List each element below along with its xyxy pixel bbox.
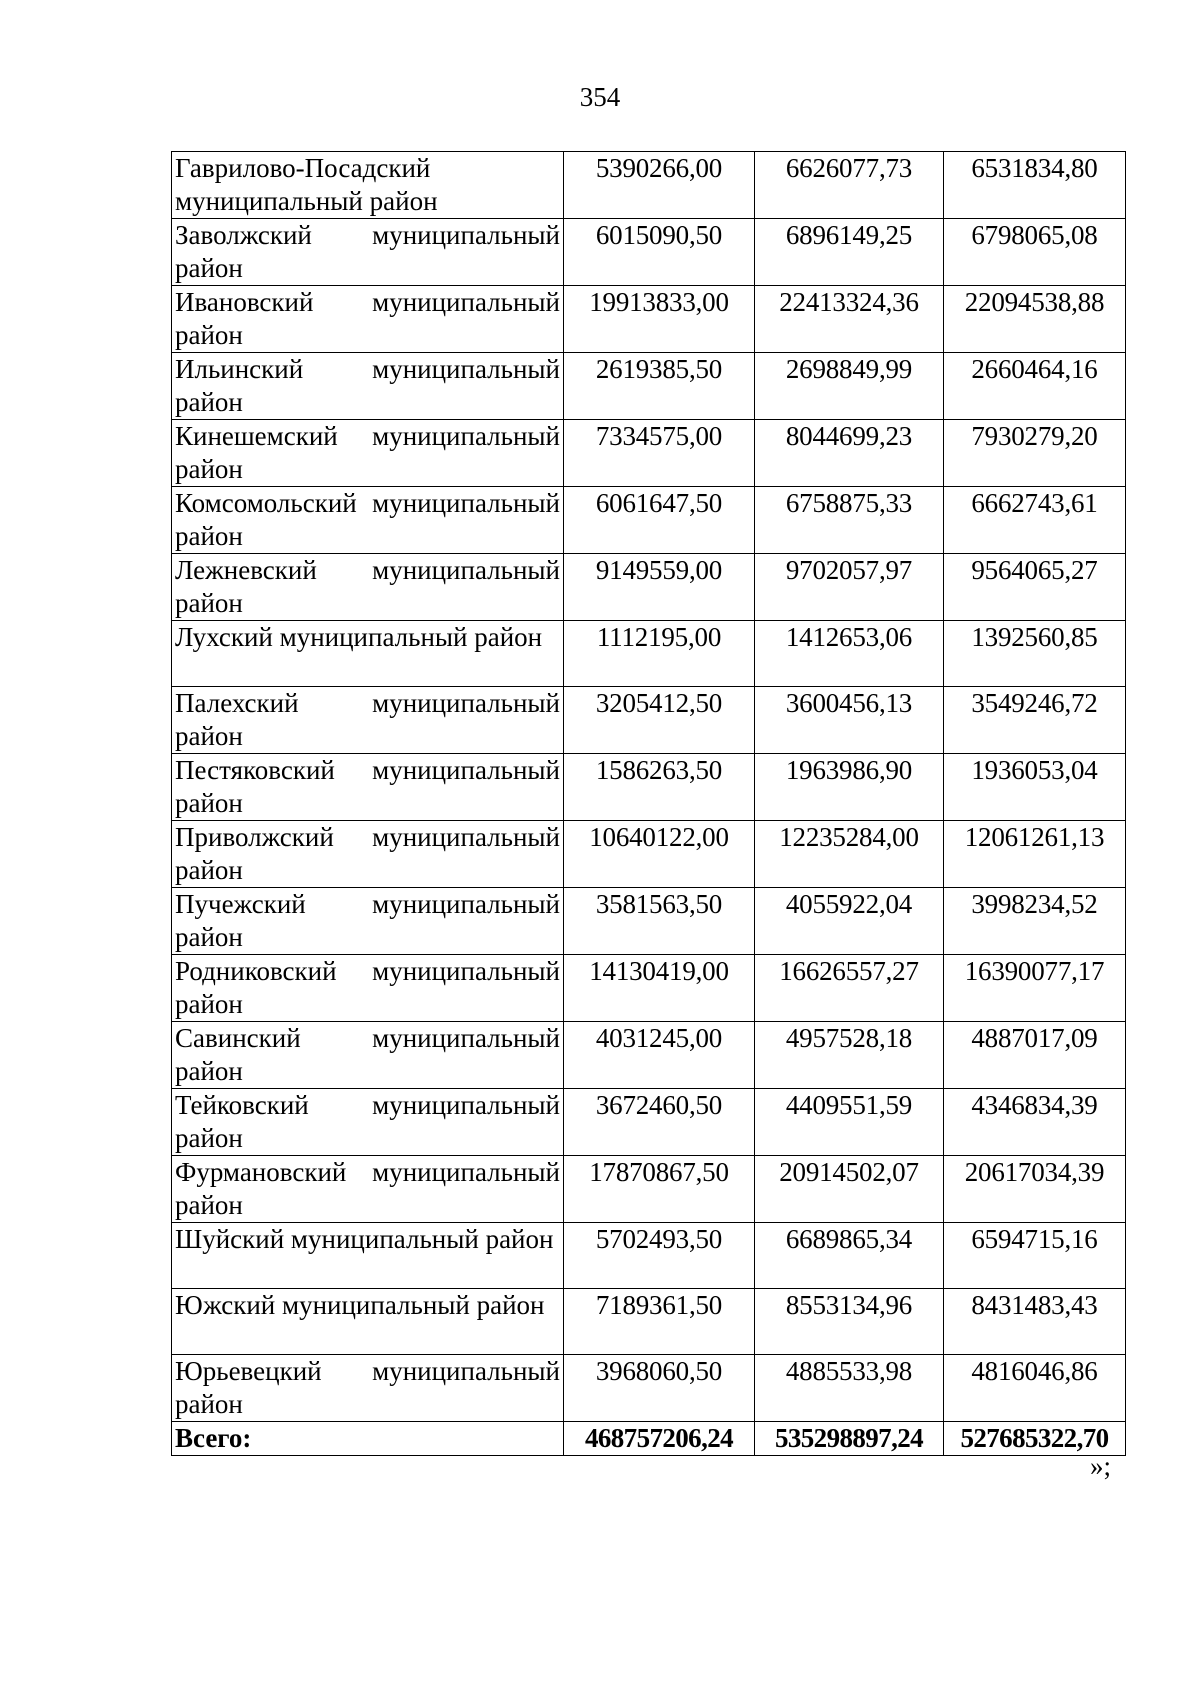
districts-table: [171, 151, 1126, 1456]
value-cell: 20914502,07: [755, 1156, 944, 1223]
total-value-cell: 535298897,24: [755, 1422, 944, 1456]
value-cell: 2698849,99: [755, 353, 944, 420]
total-label: Всего:: [172, 1422, 564, 1456]
table-row: [172, 821, 1126, 888]
table-row: [172, 420, 1126, 487]
table-row: [172, 1022, 1126, 1089]
value-cell: 6626077,73: [755, 152, 944, 219]
district-name: Лухский муниципальный район: [172, 621, 564, 687]
value-cell: 12235284,00: [755, 821, 944, 888]
table-row: [172, 621, 1126, 687]
table-row: [172, 1289, 1126, 1355]
table-row: [172, 1223, 1126, 1289]
value-cell: 7189361,50: [564, 1289, 755, 1355]
table-row: [172, 888, 1126, 955]
value-cell: 4346834,39: [944, 1089, 1126, 1156]
district-name: Южский муниципальный район: [172, 1289, 564, 1355]
value-cell: 6594715,16: [944, 1223, 1126, 1289]
value-cell: 8553134,96: [755, 1289, 944, 1355]
table-row: [172, 1355, 1126, 1422]
value-cell: 3998234,52: [944, 888, 1126, 955]
district-name: Пучежский муниципальный район: [172, 888, 564, 955]
district-name: Тейковский муниципальный район: [172, 1089, 564, 1156]
value-cell: 6689865,34: [755, 1223, 944, 1289]
value-cell: 16626557,27: [755, 955, 944, 1022]
value-cell: 3600456,13: [755, 687, 944, 754]
value-cell: 5390266,00: [564, 152, 755, 219]
value-cell: 4409551,59: [755, 1089, 944, 1156]
value-cell: 6758875,33: [755, 487, 944, 554]
district-name: Фурмановский муниципальный район: [172, 1156, 564, 1223]
table-row: [172, 687, 1126, 754]
table-row: [172, 1156, 1126, 1223]
value-cell: 7334575,00: [564, 420, 755, 487]
value-cell: 22413324,36: [755, 286, 944, 353]
value-cell: 20617034,39: [944, 1156, 1126, 1223]
district-name: Родниковский муниципальный район: [172, 955, 564, 1022]
closing-quote-mark: »;: [1090, 1451, 1112, 1481]
value-cell: 9564065,27: [944, 554, 1126, 621]
value-cell: 6015090,50: [564, 219, 755, 286]
table-row: [172, 353, 1126, 420]
value-cell: 2660464,16: [944, 353, 1126, 420]
value-cell: 14130419,00: [564, 955, 755, 1022]
table-row: [172, 487, 1126, 554]
value-cell: 1392560,85: [944, 621, 1126, 687]
district-name: Гаврилово-Посадский муниципальный район: [172, 152, 564, 219]
value-cell: 1936053,04: [944, 754, 1126, 821]
value-cell: 2619385,50: [564, 353, 755, 420]
district-name: Комсомольский муниципальный район: [172, 487, 564, 554]
value-cell: 3968060,50: [564, 1355, 755, 1422]
district-name: Ивановский муниципальный район: [172, 286, 564, 353]
value-cell: 1963986,90: [755, 754, 944, 821]
value-cell: 6531834,80: [944, 152, 1126, 219]
value-cell: 8431483,43: [944, 1289, 1126, 1355]
value-cell: 19913833,00: [564, 286, 755, 353]
value-cell: 9702057,97: [755, 554, 944, 621]
district-name: Пестяковский муниципальный район: [172, 754, 564, 821]
value-cell: 7930279,20: [944, 420, 1126, 487]
value-cell: 4885533,98: [755, 1355, 944, 1422]
table-row: [172, 152, 1126, 219]
value-cell: 6662743,61: [944, 487, 1126, 554]
value-cell: 8044699,23: [755, 420, 944, 487]
total-row: [172, 1422, 1126, 1456]
value-cell: 22094538,88: [944, 286, 1126, 353]
value-cell: 3549246,72: [944, 687, 1126, 754]
total-value-cell: 468757206,24: [564, 1422, 755, 1456]
value-cell: 10640122,00: [564, 821, 755, 888]
value-cell: 9149559,00: [564, 554, 755, 621]
value-cell: 4887017,09: [944, 1022, 1126, 1089]
value-cell: 1586263,50: [564, 754, 755, 821]
value-cell: 5702493,50: [564, 1223, 755, 1289]
district-name: Приволжский муниципальный район: [172, 821, 564, 888]
value-cell: 4957528,18: [755, 1022, 944, 1089]
district-name: Юрьевецкий муниципальный район: [172, 1355, 564, 1422]
total-value-cell: 527685322,70: [944, 1422, 1126, 1456]
district-name: Шуйский муниципальный район: [172, 1223, 564, 1289]
table-row: [172, 754, 1126, 821]
district-name: Савинский муниципальный район: [172, 1022, 564, 1089]
page-number: 354: [579, 82, 621, 112]
table-row: [172, 219, 1126, 286]
value-cell: 4055922,04: [755, 888, 944, 955]
value-cell: 16390077,17: [944, 955, 1126, 1022]
value-cell: 12061261,13: [944, 821, 1126, 888]
value-cell: 6896149,25: [755, 219, 944, 286]
value-cell: 3581563,50: [564, 888, 755, 955]
district-name: Палехский муниципальный район: [172, 687, 564, 754]
table-row: [172, 286, 1126, 353]
table-row: [172, 554, 1126, 621]
district-name: Ильинский муниципальный район: [172, 353, 564, 420]
value-cell: 1412653,06: [755, 621, 944, 687]
district-name: Лежневский муниципальный район: [172, 554, 564, 621]
value-cell: 1112195,00: [564, 621, 755, 687]
value-cell: 4816046,86: [944, 1355, 1126, 1422]
value-cell: 3672460,50: [564, 1089, 755, 1156]
value-cell: 6798065,08: [944, 219, 1126, 286]
district-name: Кинешемский муниципальный район: [172, 420, 564, 487]
table-row: [172, 1089, 1126, 1156]
value-cell: 17870867,50: [564, 1156, 755, 1223]
value-cell: 4031245,00: [564, 1022, 755, 1089]
district-name: Заволжский муниципальный район: [172, 219, 564, 286]
value-cell: 3205412,50: [564, 687, 755, 754]
table-row: [172, 955, 1126, 1022]
value-cell: 6061647,50: [564, 487, 755, 554]
